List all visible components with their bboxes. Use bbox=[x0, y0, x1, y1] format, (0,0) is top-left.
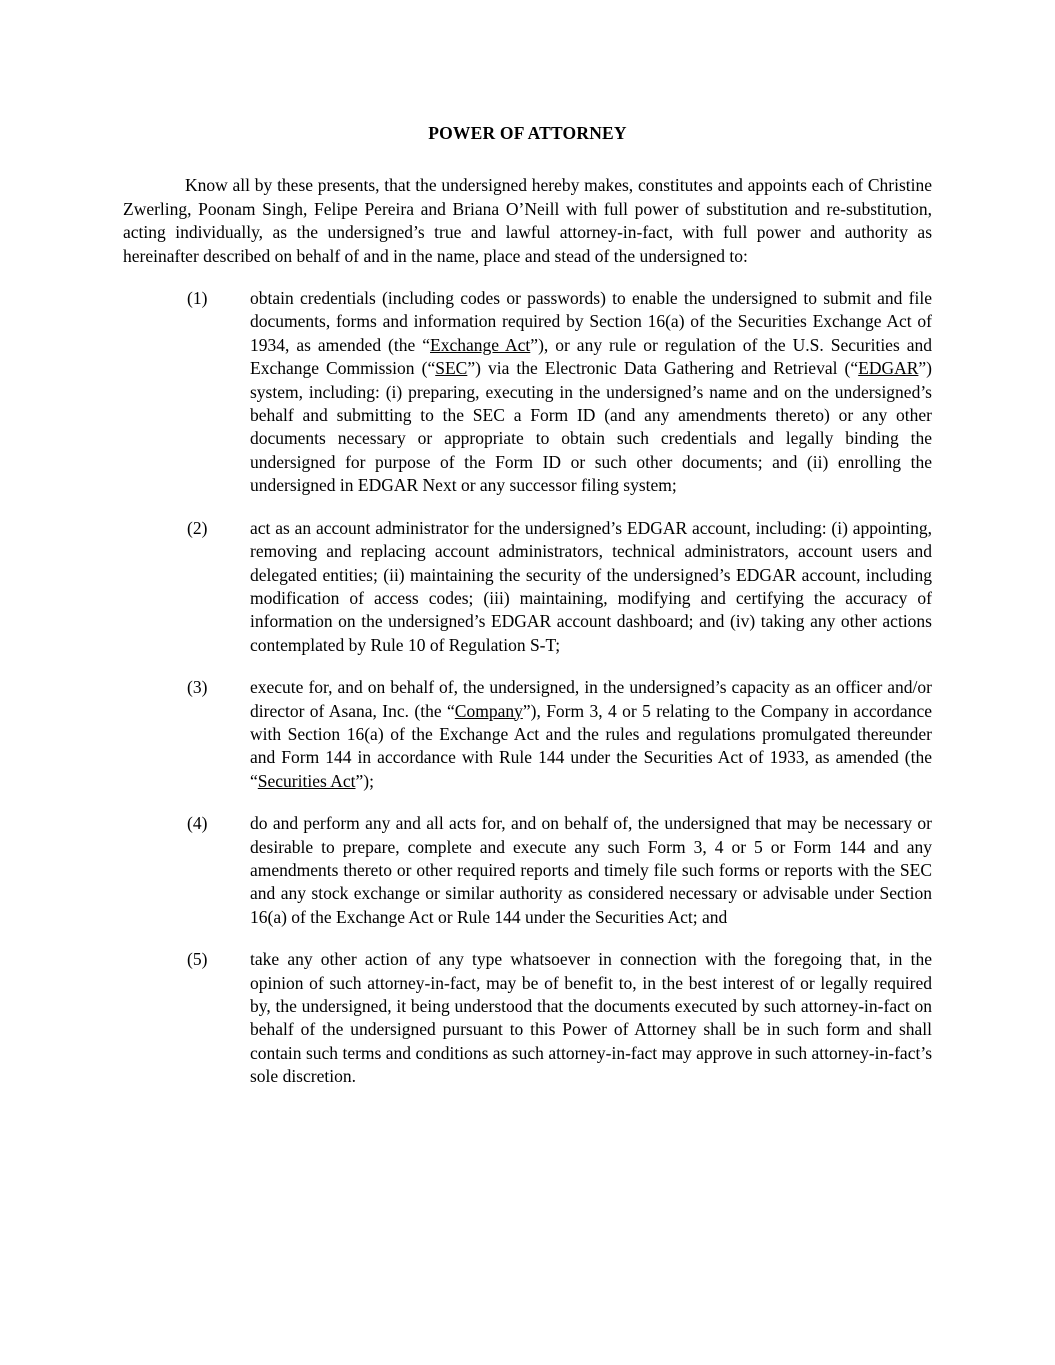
text-run: ”), or any rule or regulation of the U.S. Securities and Exchange Commission (“ bbox=[250, 334, 933, 379]
item-text bbox=[250, 812, 932, 929]
item-text bbox=[250, 676, 932, 793]
item-text bbox=[250, 948, 932, 1088]
item-text bbox=[250, 517, 932, 657]
text-run: obtain credentials (including codes or passwords) to enable the undersigned to submit and file documents, forms and information required by Section 16(a) of the Securities Exchange Act of 1934, as amended (the “ bbox=[250, 288, 932, 355]
item-number: (1) bbox=[187, 288, 208, 309]
document-title: POWER OF ATTORNEY bbox=[428, 123, 627, 143]
text-run: ”); bbox=[355, 770, 374, 791]
intro-paragraph: Know all by these presents, that the undersigned hereby makes, constitutes and appoints each of Christine Zwerling, Poonam Singh, Felipe Pereira and Briana O’Neill with full power of substitution and re-substitution, acting individually, as the undersigned’s true and lawful attorney-in-fact, with full power and authority as hereinafter described on behalf of and in the name, place and stead of the undersigned to: bbox=[123, 175, 932, 266]
item-number: (2) bbox=[187, 517, 208, 538]
numbered-item-2 bbox=[123, 517, 932, 657]
text-run: act as an account administrator for the undersigned’s EDGAR account, including: (i) appointing, removing and replacing account administrators, technical administrators, account users and delegated entities; (ii) maintaining the security of the undersigned’s EDGAR account, including modification of access codes; (iii) maintaining, modifying and certifying the accuracy of information on the undersigned’s EDGAR account dashboard; and (iv) taking any other actions contemplated by Rule 10 of Regulation S-T; bbox=[250, 517, 932, 655]
text-run: take any other action of any type whatsoever in connection with the foregoing that, in the opinion of such attorney-in-fact, may be of benefit to, in the best interest of or legally required by, the undersigned, it being understood that the documents executed by such attorney-in-fact on behalf of the undersigned pursuant to this Power of Attorney shall be in such form and shall contain such terms and conditions as such attorney-in-fact may approve in such attorney-in-fact’s sole discretion. bbox=[250, 949, 932, 1087]
item-text bbox=[250, 287, 932, 498]
text-run: do and perform any and all acts for, and on behalf of, the undersigned that may be necessary or desirable to prepare, complete and execute any such Form 3, 4 or 5 or Form 144 and any amendments thereto or other required reports and timely file such forms or reports with the SEC and any stock exchange or similar authority as considered necessary or advisable under Section 16(a) of the Exchange Act or Rule 144 under the Securities Act; and bbox=[250, 813, 932, 927]
item-number: (3) bbox=[187, 677, 208, 698]
item-number: (5) bbox=[187, 949, 208, 970]
underlined-term: EDGAR bbox=[858, 358, 919, 379]
numbered-item-5 bbox=[123, 948, 932, 1088]
underlined-term: Securities Act bbox=[257, 770, 356, 791]
text-run: ”) system, including: (i) preparing, executing in the undersigned’s name and on the undersigned’s behalf and submitting to the SEC a Form ID (and any amendments thereto) or any other documents necessary or appropriate to obtain such credentials and legally binding the undersigned for purpose of the Form ID or such other documents; and (ii) enrolling the undersigned in EDGAR Next or any successor filing system; bbox=[250, 358, 933, 496]
underlined-term: Company bbox=[454, 700, 523, 721]
text-run: execute for, and on behalf of, the undersigned, in the undersigned’s capacity as an officer and/or director of Asana, Inc. (the “ bbox=[250, 677, 932, 721]
text-run: ”), Form 3, 4 or 5 relating to the Company in accordance with Section 16(a) of the Exchange Act and the rules and regulations promulgated thereunder and Form 144 in accordance with Rule 144 under the Securities Act of 1933, as amended (the “ bbox=[250, 700, 932, 791]
numbered-item-1 bbox=[123, 287, 932, 498]
underlined-term: SEC bbox=[435, 358, 468, 379]
item-number: (4) bbox=[187, 813, 208, 834]
numbered-item-3 bbox=[123, 676, 932, 793]
numbered-item-4 bbox=[123, 812, 932, 929]
text-run: ”) via the Electronic Data Gathering and Retrieval (“ bbox=[467, 358, 859, 379]
underlined-term: Exchange Act bbox=[430, 334, 531, 355]
